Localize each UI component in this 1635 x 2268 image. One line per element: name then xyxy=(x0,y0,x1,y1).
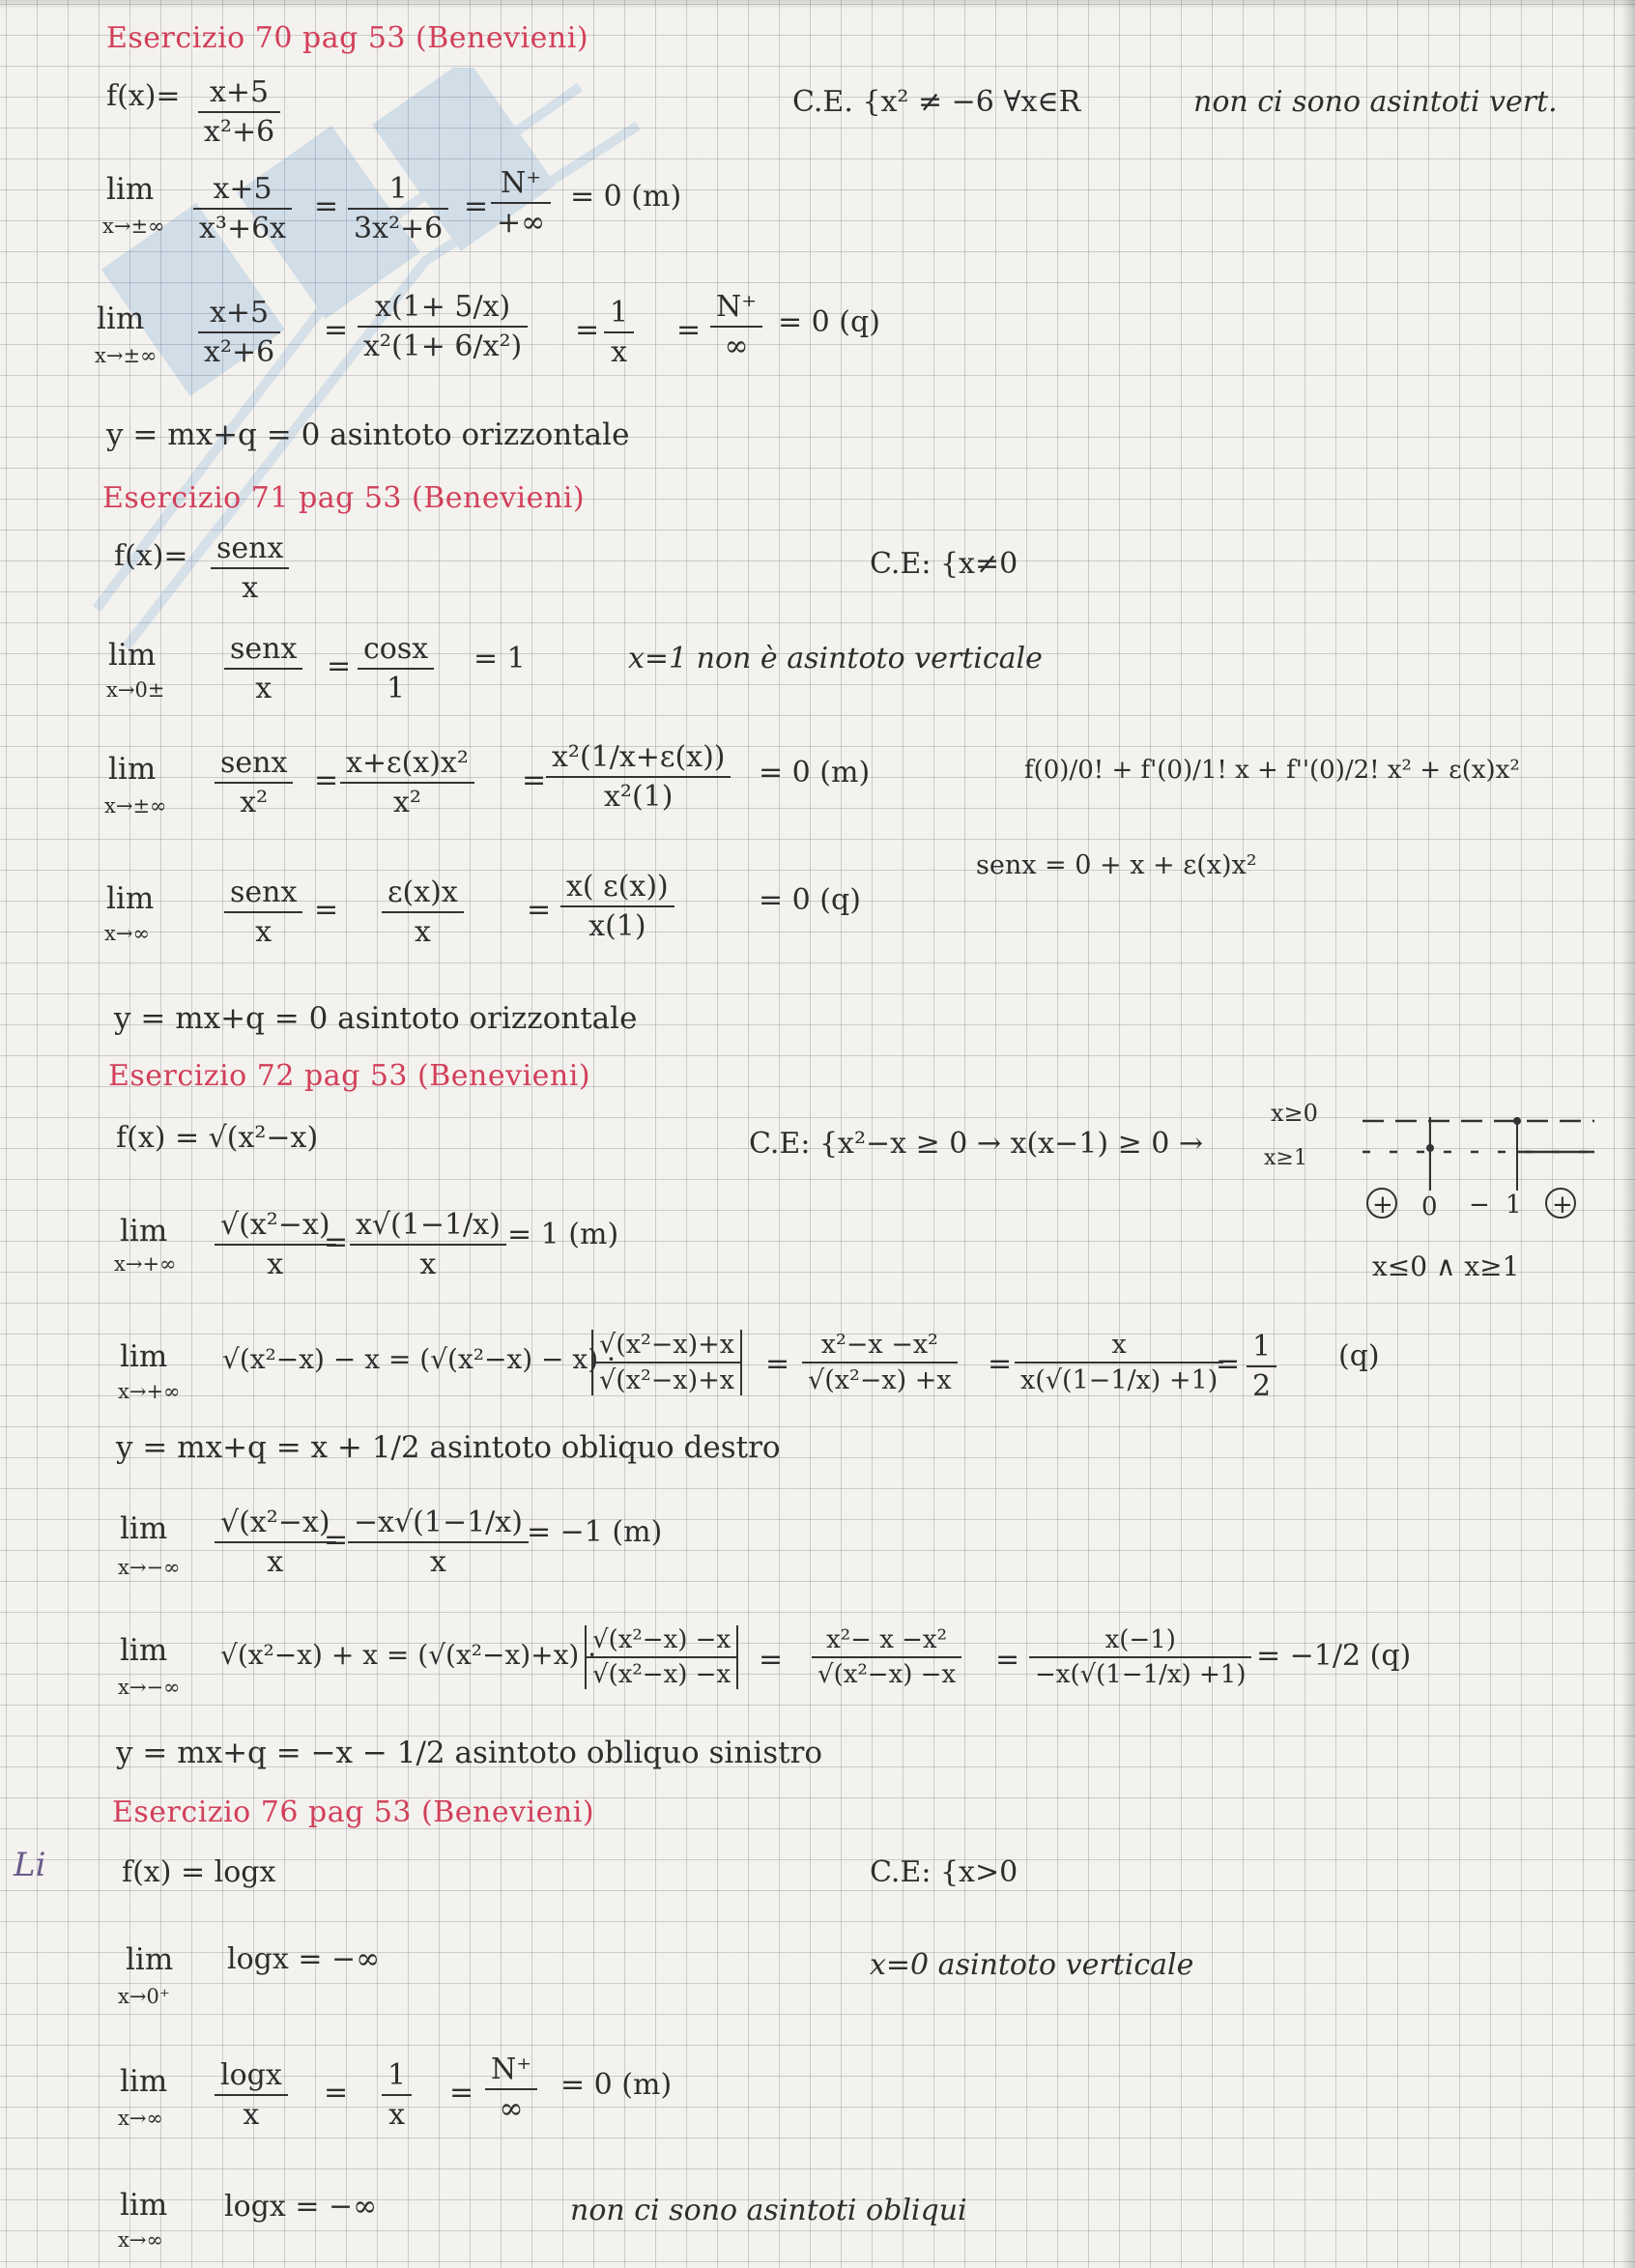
ex76-l2-frac3 xyxy=(485,2053,537,2126)
ex72-sign-minus: − xyxy=(1469,1191,1490,1220)
ex71-l3-frac2 xyxy=(382,876,464,949)
ex72-l4-lim: lim xyxy=(120,1633,168,1668)
ex71-l2-f3-num: x²(1/x+ε(x)) xyxy=(552,740,726,774)
ex72-l2-expression: √(x²−x) − x = (√(x²−x) − x) · xyxy=(222,1343,616,1375)
ex72-asymptote-right: y = mx+q = x + 1/2 asintoto obliquo destro xyxy=(116,1430,781,1465)
margin-note: Li xyxy=(14,1846,46,1884)
ex71-l3-f2-den: x xyxy=(382,911,464,949)
ex72-domain: C.E: {x²−x ≥ 0 → x(x−1) ≥ 0 → xyxy=(749,1127,1203,1161)
ex72-l1-f2-den: x xyxy=(350,1244,506,1281)
ex72-l2-frac2 xyxy=(802,1330,958,1395)
ex72-l4-f1-den: √(x²−x) −x xyxy=(587,1656,736,1689)
ex71-l2-f3-den: x²(1) xyxy=(546,776,731,814)
ex71-l2-eq1: = xyxy=(314,763,339,797)
ex70-l2-f4-den: ∞ xyxy=(710,326,762,363)
ex70-l1-f2-num: 1 xyxy=(388,172,408,206)
ex71-l3-f1-num: senx xyxy=(230,876,298,909)
ex72-l3-f2-den: x xyxy=(348,1541,529,1579)
ex70-function-fraction xyxy=(198,75,280,149)
ex76-l2-eq1: = xyxy=(324,2076,349,2110)
ex71-fx-den: x xyxy=(211,567,289,605)
ex70-l1-eq1: = xyxy=(314,189,339,223)
ex72-l3-f1-den: x xyxy=(215,1541,336,1579)
ex76-l1-sub: x→0⁺ xyxy=(118,1985,170,2008)
ex72-l4-f3-den: −x(√(1−1/x) +1) xyxy=(1029,1656,1251,1689)
ex72-l2-f4-den: 2 xyxy=(1247,1365,1276,1403)
ex71-l2-f1-den: x² xyxy=(215,782,293,819)
ex72-domain-result: x≤0 ∧ x≥1 xyxy=(1372,1250,1520,1282)
ex70-l1-f1-num: x+5 xyxy=(213,172,272,206)
ex76-l2-sub: x→∞ xyxy=(118,2107,163,2130)
ex72-l3-frac1 xyxy=(215,1506,336,1579)
ex70-l1-f2-den: 3x²+6 xyxy=(348,208,448,245)
ex72-l2-result: (q) xyxy=(1338,1339,1380,1373)
ex72-l4-f3-num: x(−1) xyxy=(1104,1625,1176,1654)
ex71-l3-eq1: = xyxy=(314,893,339,927)
ex76-l2-f3-den: ∞ xyxy=(485,2088,537,2126)
ex72-l1-frac2 xyxy=(350,1208,506,1281)
ex71-l1-frac1 xyxy=(224,632,302,705)
ex72-l3-f2-num: −x√(1−1/x) xyxy=(354,1506,523,1539)
ex71-l3-eq2: = xyxy=(527,893,552,927)
ex72-l2-eq3: = xyxy=(1216,1347,1241,1381)
ex72-l2-frac1 xyxy=(591,1330,742,1395)
ex71-l1-f1-num: senx xyxy=(230,632,298,666)
ex70-l2-f1-den: x²+6 xyxy=(198,331,280,369)
ex72-l4-f2-den: √(x²−x) −x xyxy=(812,1656,961,1689)
ex72-sign-plus-right: + xyxy=(1552,1191,1573,1220)
ex70-l2-frac3 xyxy=(604,296,634,369)
ex71-l2-sub: x→±∞ xyxy=(104,794,167,818)
ex72-l1-frac1 xyxy=(215,1208,336,1281)
ex71-l1-f1-den: x xyxy=(224,668,302,705)
ex71-l1-f2-num: cosx xyxy=(363,632,429,666)
ex71-l2-f2-num: x+ε(x)x² xyxy=(346,746,469,780)
ex70-l1-frac3 xyxy=(491,166,551,240)
ex70-l1-lim: lim xyxy=(106,172,155,207)
ex76-l1-expression: logx = −∞ xyxy=(227,1942,381,1976)
ex70-asymptote: y = mx+q = 0 asintoto orizzontale xyxy=(106,417,630,452)
ex72-sign-plus-left: + xyxy=(1372,1191,1393,1220)
ex70-l1-f3-den: +∞ xyxy=(491,202,551,240)
ex70-function-label: f(x)= xyxy=(106,79,181,113)
ex70-l1-f3-num: N⁺ xyxy=(501,166,542,200)
ex71-l2-lim: lim xyxy=(108,752,157,787)
ex71-fx-num: senx xyxy=(216,531,284,565)
ex70-l2-f2-den: x²(1+ 6/x²) xyxy=(358,326,528,363)
ex76-domain: C.E: {x>0 xyxy=(870,1855,1018,1889)
page-top-shadow xyxy=(0,0,1635,10)
ex71-l2-frac1 xyxy=(215,746,293,819)
ex70-l2-f2-num: x(1+ 5/x) xyxy=(375,290,511,324)
ex72-l2-lim: lim xyxy=(120,1339,168,1374)
ex70-l1-eq2: = xyxy=(464,189,489,223)
ex70-l2-f3-num: 1 xyxy=(610,296,629,330)
ex70-domain-note: non ci sono asintoti vert. xyxy=(1193,85,1558,119)
ex71-l3-result: = 0 (q) xyxy=(759,883,861,917)
ex71-l1-result: = 1 xyxy=(473,642,526,675)
ex72-sign-zero: 0 xyxy=(1421,1192,1438,1221)
ex72-domain-a: x≥0 xyxy=(1271,1100,1318,1127)
ex72-l2-eq2: = xyxy=(988,1347,1013,1381)
ex72-l1-f1-num: √(x²−x) xyxy=(220,1208,330,1242)
ex70-l1-result: = 0 (m) xyxy=(570,180,682,214)
ex70-l1-sub: x→±∞ xyxy=(102,215,165,238)
ex76-l2-f2-den: x xyxy=(382,2094,412,2132)
ex72-l3-result: = −1 (m) xyxy=(527,1515,663,1549)
ex72-l2-f2-num: x²−x −x² xyxy=(820,1330,938,1360)
ex72-l2-sub: x→+∞ xyxy=(118,1380,181,1403)
ex70-l2-frac2 xyxy=(358,290,528,363)
ex72-l2-f3-num: x xyxy=(1111,1330,1127,1360)
ex70-l2-eq2: = xyxy=(575,313,600,347)
ex70-l1-frac1 xyxy=(193,172,292,245)
ex71-l3-frac3 xyxy=(560,870,674,943)
ex71-l2-f1-num: senx xyxy=(220,746,288,780)
ex72-l1-lim: lim xyxy=(120,1214,168,1249)
ex72-l4-eq2: = xyxy=(995,1643,1020,1677)
ex72-l3-eq1: = xyxy=(324,1523,349,1557)
ex72-domain-b: x≥1 xyxy=(1264,1146,1307,1170)
ex72-l4-frac3 xyxy=(1029,1625,1251,1689)
ex71-taylor-series: f(0)/0! + f'(0)/1! x + f''(0)/2! x² + ε(x)x² xyxy=(1024,756,1520,785)
ex72-l1-f2-num: x√(1−1/x) xyxy=(356,1208,501,1242)
ex70-l2-frac4 xyxy=(710,290,762,363)
ex71-l1-frac2 xyxy=(358,632,434,705)
ex72-l4-frac1 xyxy=(585,1625,738,1689)
ex76-l3-note: non ci sono asintoti obliqui xyxy=(570,2194,967,2227)
ex71-l1-f2-den: 1 xyxy=(358,668,434,705)
exercise-71-title: Esercizio 71 pag 53 (Benevieni) xyxy=(102,481,586,515)
ex76-l1-note: x=0 asintoto verticale xyxy=(870,1948,1194,1982)
ex76-l2-eq2: = xyxy=(449,2076,474,2110)
ex71-l1-note: x=1 non è asintoto verticale xyxy=(628,642,1043,675)
ex72-l4-f1-num: √(x²−x) −x xyxy=(592,1625,731,1654)
ex76-l2-frac1 xyxy=(215,2058,288,2132)
ex70-l2-sub: x→±∞ xyxy=(95,344,158,367)
ex71-asymptote: y = mx+q = 0 asintoto orizzontale xyxy=(114,1001,638,1036)
ex71-l1-eq1: = xyxy=(327,649,352,683)
exercise-72-title: Esercizio 72 pag 53 (Benevieni) xyxy=(108,1059,591,1093)
ex72-l3-sub: x→−∞ xyxy=(118,1556,181,1579)
ex71-l2-frac3 xyxy=(546,740,731,814)
ex76-l2-f3-num: N⁺ xyxy=(491,2053,532,2086)
ex71-l3-f1-den: x xyxy=(224,911,302,949)
ex70-l2-eq3: = xyxy=(676,313,702,347)
ex72-function: f(x) = √(x²−x) xyxy=(116,1121,319,1155)
ex72-l2-f4-num: 1 xyxy=(1252,1330,1272,1364)
ex76-l3-sub: x→∞ xyxy=(118,2228,163,2252)
ex72-l2-frac3 xyxy=(1015,1330,1223,1395)
ex70-l2-f3-den: x xyxy=(604,331,634,369)
ex72-l1-result: = 1 (m) xyxy=(507,1218,619,1251)
ex76-l2-lim: lim xyxy=(120,2064,168,2099)
ex72-l3-lim: lim xyxy=(120,1511,168,1546)
ex71-l2-f2-den: x² xyxy=(340,782,474,819)
ex70-l2-result: = 0 (q) xyxy=(778,305,880,339)
exercise-70-title: Esercizio 70 pag 53 (Benevieni) xyxy=(106,21,589,55)
ex71-l3-f2-num: ε(x)x xyxy=(387,876,458,909)
ex72-l4-expression: √(x²−x) + x = (√(x²−x)+x) · xyxy=(220,1639,597,1671)
ex76-function: f(x) = logx xyxy=(122,1855,276,1889)
ex71-l2-frac2 xyxy=(340,746,474,819)
ex70-l2-eq1: = xyxy=(324,313,349,347)
ex72-l2-f3-den: x(√(1−1/x) +1) xyxy=(1015,1362,1223,1395)
ex70-l1-frac2 xyxy=(348,172,448,245)
ex72-l4-f2-num: x²− x −x² xyxy=(826,1625,948,1654)
ex72-l2-f1-den: √(x²−x)+x xyxy=(593,1362,740,1395)
ex76-l3-lim: lim xyxy=(120,2188,168,2223)
ex71-l3-f3-den: x(1) xyxy=(560,905,674,943)
ex76-l3-expression: logx = −∞ xyxy=(224,2190,378,2224)
ex76-l2-result: = 0 (m) xyxy=(560,2068,673,2102)
ex72-l4-eq1: = xyxy=(759,1643,784,1677)
ex71-l3-f3-num: x( ε(x)) xyxy=(566,870,669,904)
ex70-fx-den: x²+6 xyxy=(198,111,280,149)
ex70-l2-frac1 xyxy=(198,296,280,369)
ex70-l2-f4-num: N⁺ xyxy=(716,290,758,324)
ex72-l1-sub: x→+∞ xyxy=(114,1252,177,1276)
ex70-l1-f1-den: x³+6x xyxy=(193,208,292,245)
ex70-fx-num: x+5 xyxy=(210,75,270,109)
ex71-function-fraction xyxy=(211,531,289,605)
ex71-taylor-senx: senx = 0 + x + ε(x)x² xyxy=(976,850,1257,880)
ex72-l3-f1-num: √(x²−x) xyxy=(220,1506,330,1539)
ex71-l3-lim: lim xyxy=(106,881,155,916)
ex71-l3-sub: x→∞ xyxy=(104,922,150,945)
ex70-l2-lim: lim xyxy=(97,301,145,336)
ex76-l2-f1-den: x xyxy=(215,2094,288,2132)
ex76-l2-frac2 xyxy=(382,2058,412,2132)
ex71-l3-frac1 xyxy=(224,876,302,949)
ex72-l2-f2-den: √(x²−x) +x xyxy=(802,1362,958,1395)
ex72-l1-f1-den: x xyxy=(215,1244,336,1281)
ex76-l1-lim: lim xyxy=(126,1942,174,1977)
exercise-76-title: Esercizio 76 pag 53 (Benevieni) xyxy=(112,1795,595,1829)
ex70-domain: C.E. {x² ≠ −6 ∀x∈R xyxy=(792,85,1081,119)
ex72-asymptote-left: y = mx+q = −x − 1/2 asintoto obliquo sinistro xyxy=(116,1736,823,1770)
ex70-l2-f1-num: x+5 xyxy=(210,296,270,330)
ex71-l2-eq2: = xyxy=(522,763,547,797)
ex71-domain: C.E: {x≠0 xyxy=(870,547,1018,581)
ex72-l2-eq1: = xyxy=(765,1347,790,1381)
ex72-l2-frac4 xyxy=(1247,1330,1276,1403)
ex72-l4-result: = −1/2 (q) xyxy=(1256,1639,1412,1673)
ex72-l4-sub: x→−∞ xyxy=(118,1676,181,1699)
ex72-sign-one: 1 xyxy=(1506,1191,1522,1220)
ex76-l2-f2-num: 1 xyxy=(387,2058,407,2092)
ex76-l2-f1-num: logx xyxy=(220,2058,282,2092)
ex71-l1-lim: lim xyxy=(108,638,157,673)
ex72-l4-frac2 xyxy=(812,1625,961,1689)
ex72-l2-f1-num: √(x²−x)+x xyxy=(599,1330,735,1360)
ex71-l2-result: = 0 (m) xyxy=(759,756,871,789)
ex71-l1-sub: x→0± xyxy=(106,678,165,702)
ex71-function-label: f(x)= xyxy=(114,539,188,573)
ex72-l3-frac2 xyxy=(348,1506,529,1579)
page-edge-shadow xyxy=(1621,0,1635,2268)
ex72-l1-eq1: = xyxy=(324,1225,349,1259)
